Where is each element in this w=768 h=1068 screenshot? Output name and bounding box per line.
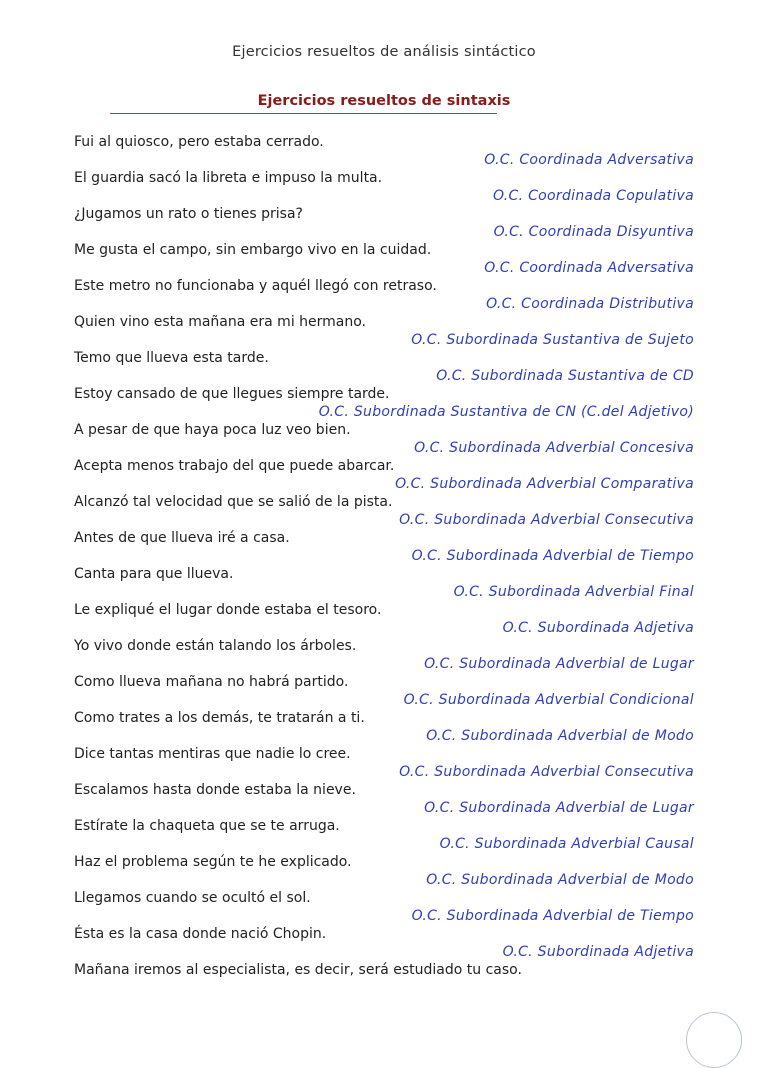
exercise-analysis: O.C. Subordinada Adjetiva [502,620,694,636]
page-header: Ejercicios resueltos de análisis sintáctico [232,44,536,60]
exercise-sentence: Este metro no funcionaba y aquél llegó con retraso. [74,278,437,294]
exercise-item [0,962,768,998]
exercise-analysis: O.C. Subordinada Adverbial de Tiempo [411,548,694,564]
exercise-item [0,746,768,782]
exercise-sentence: Quien vino esta mañana era mi hermano. [74,314,367,330]
exercise-sentence: Alcanzó tal velocidad que se salió de la pista. [74,494,393,510]
exercise-item [0,854,768,890]
exercise-item [0,422,768,458]
exercise-item [0,206,768,242]
exercise-analysis: O.C. Subordinada Adverbial de Lugar [424,800,694,816]
exercise-sentence: Haz el problema según te he explicado. [74,854,352,870]
exercise-sentence: Antes de que llueva iré a casa. [74,530,290,546]
exercise-analysis: O.C. Subordinada Adverbial Concesiva [414,440,694,456]
exercise-sentence: A pesar de que haya poca luz veo bien. [74,422,351,438]
exercise-analysis: O.C. Subordinada Adverbial Comparativa [395,476,694,492]
exercise-item [0,494,768,530]
exercise-item [0,350,768,386]
exercise-item [0,314,768,350]
exercise-sentence: Me gusta el campo, sin embargo vivo en la cuidad. [74,242,432,258]
exercise-analysis: O.C. Subordinada Sustantiva de CN (C.del Adjetivo) [318,404,694,420]
exercise-item [0,782,768,818]
exercise-sentence: ¿Jugamos un rato o tienes prisa? [74,206,303,222]
exercise-sentence: Como llueva mañana no habrá partido. [74,674,349,690]
exercise-item [0,458,768,494]
exercise-sentence: Temo que llueva esta tarde. [74,350,269,366]
exercise-sentence: Fui al quiosco, pero estaba cerrado. [74,134,324,150]
exercise-sentence: El guardia sacó la libreta e impuso la multa. [74,170,383,186]
exercise-item [0,170,768,206]
exercise-sentence: Como trates a los demás, te tratarán a ti. [74,710,365,726]
exercise-analysis: O.C. Subordinada Sustantiva de CD [436,368,694,384]
exercise-analysis: O.C. Subordinada Adverbial de Tiempo [411,908,694,924]
exercise-item [0,242,768,278]
exercise-sentence: Mañana iremos al especialista, es decir, será estudiado tu caso. [74,962,522,978]
exercise-sentence: Estoy cansado de que llegues siempre tarde. [74,386,390,402]
section-title: Ejercicios resueltos de sintaxis [257,93,511,109]
exercise-item [0,818,768,854]
exercise-analysis: O.C. Coordinada Copulativa [493,188,694,204]
exercise-item [0,386,768,422]
exercise-analysis: O.C. Subordinada Adverbial de Modo [426,728,694,744]
title-underline [110,113,497,114]
exercise-item [0,602,768,638]
exercise-analysis: O.C. Subordinada Adverbial de Lugar [424,656,694,672]
exercise-item [0,278,768,314]
exercise-sentence: Escalamos hasta donde estaba la nieve. [74,782,356,798]
exercise-sentence: Canta para que llueva. [74,566,234,582]
exercise-sentence: Estírate la chaqueta que se te arruga. [74,818,340,834]
exercise-item [0,890,768,926]
exercise-item [0,674,768,710]
page-corner-badge [686,1012,742,1068]
exercise-sentence: Dice tantas mentiras que nadie lo cree. [74,746,351,762]
exercise-analysis: O.C. Subordinada Sustantiva de Sujeto [411,332,694,348]
exercise-sentence: Yo vivo donde están talando los árboles. [74,638,357,654]
exercise-item [0,530,768,566]
exercise-item [0,710,768,746]
exercise-analysis: O.C. Subordinada Adverbial Final [453,584,694,600]
exercise-analysis: O.C. Subordinada Adverbial de Modo [426,872,694,888]
exercise-analysis: O.C. Subordinada Adverbial Causal [439,836,694,852]
exercise-analysis: O.C. Coordinada Distributiva [486,296,694,312]
exercise-sentence: Llegamos cuando se ocultó el sol. [74,890,311,906]
exercise-sentence: Ésta es la casa donde nació Chopin. [74,926,327,942]
exercise-analysis: O.C. Subordinada Adverbial Condicional [403,692,694,708]
exercise-sentence: Acepta menos trabajo del que puede abarcar. [74,458,395,474]
exercise-item [0,926,768,962]
exercise-item [0,566,768,602]
exercise-analysis: O.C. Subordinada Adjetiva [502,944,694,960]
exercise-item [0,638,768,674]
exercise-sentence: Le expliqué el lugar donde estaba el tesoro. [74,602,382,618]
exercise-analysis: O.C. Subordinada Adverbial Consecutiva [399,764,694,780]
exercise-analysis: O.C. Coordinada Adversativa [484,260,694,276]
exercise-analysis: O.C. Coordinada Adversativa [484,152,694,168]
exercise-item [0,134,768,170]
exercise-analysis: O.C. Subordinada Adverbial Consecutiva [399,512,694,528]
exercise-analysis: O.C. Coordinada Disyuntiva [493,224,694,240]
